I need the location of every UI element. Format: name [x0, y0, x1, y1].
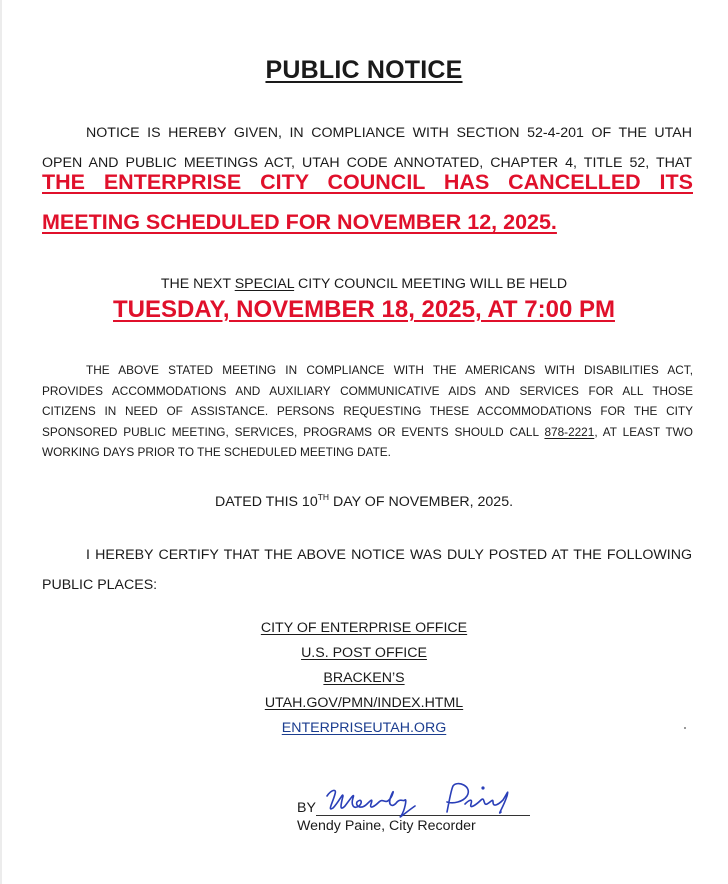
scan-speck	[684, 727, 686, 729]
certify-line-1	[42, 540, 692, 570]
ada-line-1	[42, 360, 693, 381]
place-utah-pmn-link[interactable]: UTAH.GOV/PMN/INDEX.HTML	[264, 695, 464, 711]
ada-paragraph	[42, 360, 693, 463]
signature-stroke-first-name	[327, 790, 415, 817]
intro-line-1-text: NOTICE IS HEREBY GIVEN, IN COMPLIANCE WITH SECTION 52-4-201 OF THE UTAH	[86, 125, 692, 141]
handwritten-signature	[297, 782, 537, 818]
dated-line	[0, 492, 728, 510]
place-brackens: BRACKEN’S	[323, 670, 405, 686]
certify-line-1-text: I HEREBY CERTIFY THAT THE ABOVE NOTICE WAS DULY POSTED AT THE FOLLOWING	[86, 547, 692, 563]
dated-suffix: DAY OF NOVEMBER, 2025.	[329, 494, 514, 510]
ada-line-1-text: THE ABOVE STATED MEETING IN COMPLIANCE WITH THE AMERICANS WITH DISABILITIES ACT,	[86, 363, 693, 377]
cancellation-line-2: MEETING SCHEDULED FOR NOVEMBER 12, 2025.	[42, 210, 557, 234]
phone-number[interactable]: 878-2221	[544, 424, 595, 439]
cancellation-line-1: THE ENTERPRISE CITY COUNCIL HAS CANCELLED ITS	[42, 170, 693, 194]
special-emphasis: SPECIAL	[234, 276, 295, 292]
posting-places-list	[0, 616, 728, 741]
certify-paragraph	[42, 540, 692, 600]
ada-line-4	[42, 422, 693, 443]
signature-dot	[482, 787, 484, 789]
place-post-office: U.S. POST OFFICE	[301, 645, 427, 661]
by-label: BY	[297, 800, 316, 816]
ada-line-5: WORKING DAYS PRIOR TO THE SCHEDULED MEETING DATE.	[42, 445, 391, 459]
dated-prefix: DATED THIS 10	[214, 494, 318, 510]
intro-line-1	[42, 118, 692, 148]
intro-line-2: OPEN AND PUBLIC MEETINGS ACT, UTAH CODE ANNOTATED, CHAPTER 4, TITLE 52, THAT	[42, 155, 692, 171]
next-meeting-intro	[0, 276, 728, 292]
next-meeting-datetime: TUESDAY, NOVEMBER 18, 2025, AT 7:00 PM	[113, 296, 615, 323]
next-meeting-prefix: THE NEXT	[160, 276, 235, 292]
certify-line-2: PUBLIC PLACES:	[42, 577, 158, 593]
signature-stroke-last-name	[447, 784, 508, 813]
next-meeting-suffix: CITY COUNCIL MEETING WILL BE HELD	[294, 276, 568, 292]
ada-line-4-prefix: SPONSORED PUBLIC MEETING, SERVICES, PROGRAMS OR EVENTS SHOULD CALL	[42, 424, 545, 439]
scan-edge-shadow	[0, 0, 2, 884]
place-enterpriseutah-link[interactable]: ENTERPRISEUTAH.ORG	[281, 720, 447, 736]
ada-line-4-suffix: , AT LEAST TWO	[594, 424, 693, 439]
intro-paragraph	[42, 118, 692, 178]
ada-line-2: PROVIDES ACCOMMODATIONS AND AUXILIARY COMMUNICATIVE AIDS AND SERVICES FOR ALL THOSE	[42, 383, 693, 398]
dated-ordinal: TH	[317, 492, 330, 502]
ada-line-3: CITIZENS IN NEED OF ASSISTANCE. PERSONS REQUESTING THESE ACCOMMODATIONS FOR THE CITY	[42, 404, 693, 418]
page-title: PUBLIC NOTICE	[265, 56, 463, 84]
place-city-office: CITY OF ENTERPRISE OFFICE	[260, 620, 468, 636]
signer-name-title: Wendy Paine, City Recorder	[297, 818, 476, 834]
